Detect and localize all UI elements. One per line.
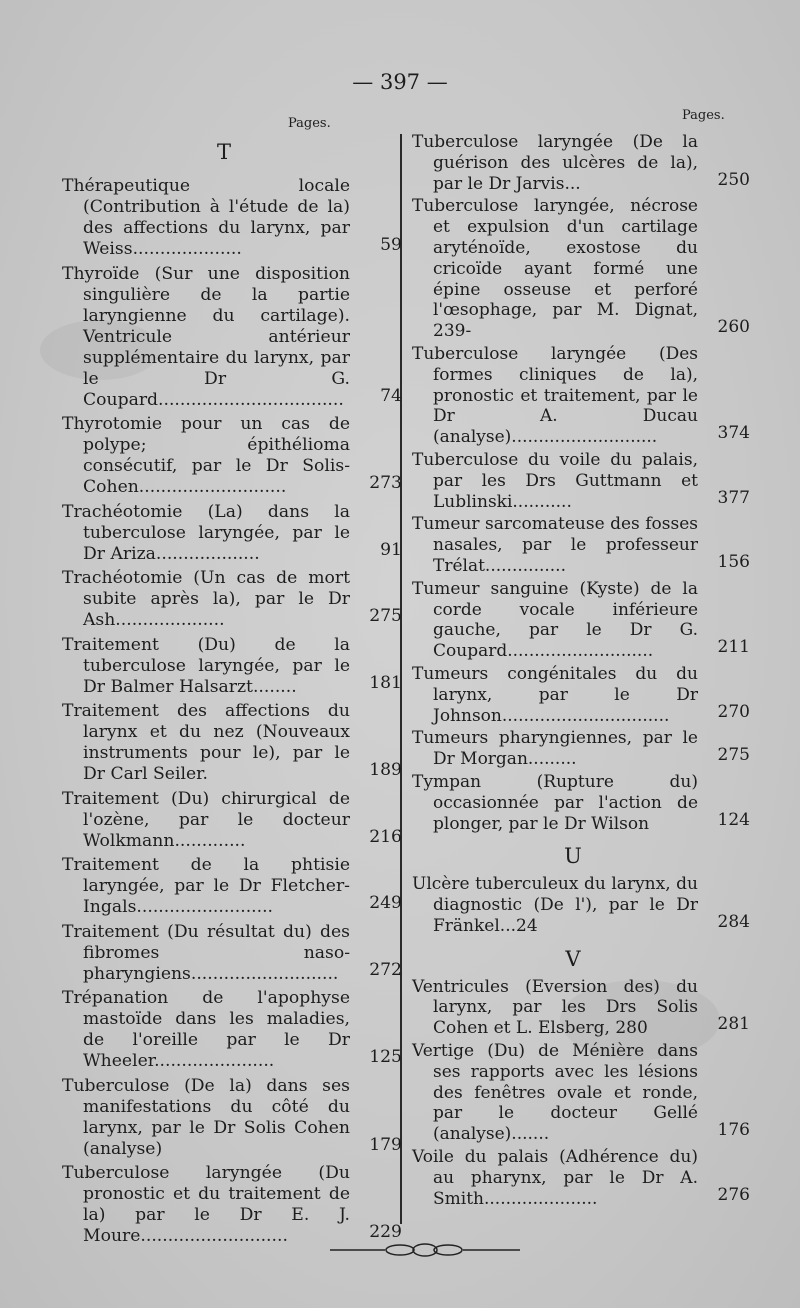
entry-page-number: 74 [380,385,402,406]
entry-page-number: 273 [369,473,402,493]
index-entry [412,450,750,512]
entry-page-number: 179 [369,1134,402,1155]
pages-label-left: Pages. [288,116,331,131]
entry-page-number: 377 [717,487,750,508]
entry-text: Ulcère tuberculeux du larynx, du diagnostic (De l'), par le Dr Fränkel...24 [412,874,698,936]
entry-page-number: 260 [717,317,750,338]
section-letter-v: V [565,946,581,971]
entry-text: Traitement (Du) de la tuberculose laryngée, par le Dr Balmer Halsarzt........ [62,634,350,697]
index-entry [62,855,402,918]
index-entry [62,789,402,852]
index-entry [62,988,402,1072]
ornament-divider [330,1240,520,1260]
index-entry [412,1147,750,1209]
index-entry [62,176,402,260]
entry-text: Thyrotomie pour un cas de polype; épithélioma consécutif, par le Dr Solis-Cohen........................... [62,414,350,497]
entry-page-number: 216 [369,826,402,847]
entry-text: Tuberculose laryngée (De la guérison des ulcères de la), par le Dr Jarvis... [412,132,698,194]
entry-text: Vertige (Du) de Ménière dans ses rapports avec les lésions des fenêtres ovale et ronde, par le docteur Gellé (analyse)....... [412,1041,698,1145]
right-entries-t [412,132,750,834]
index-entry [62,568,402,631]
entry-text: Traitement (Du résultat du) des fibromes naso-pharyngiens........................... [62,921,350,984]
entry-page-number: 181 [369,672,402,693]
section-letter-u: U [564,844,582,869]
entry-page-number: 124 [717,809,750,830]
index-entry [412,344,750,448]
entry-page-number: 211 [717,637,750,658]
entry-page-number: 272 [369,959,402,980]
entry-text: Trachéotomie (La) dans la tuberculose laryngée, par le Dr Ariza................... [62,501,350,564]
entry-page-number: 275 [369,606,402,626]
entry-page-number: 249 [369,893,402,913]
entry-text: Tuberculose laryngée (Des formes cliniques de la), pronostic et traitement, par le Dr A. Ducau (analyse)........................... [412,343,698,448]
page-number: — 397 — [352,70,448,94]
index-entry [62,1163,402,1247]
entry-text: Trachéotomie (Un cas de mort subite après la), par le Dr Ash.................... [62,568,350,630]
entry-text: Tumeurs pharyngiennes, par le Dr Morgan......... [412,728,698,770]
index-entry [62,414,402,498]
entry-page-number: 189 [369,760,402,780]
entry-text: Tuberculose du voile du palais, par les Drs Guttmann et Lublinski........... [412,449,698,512]
entry-text: Tumeurs congénitales du du larynx, par le Dr Johnson............................... [412,663,698,726]
entry-page-number: 276 [717,1184,750,1205]
entry-text: Trépanation de l'apophyse mastoïde dans les maladies, de l'oreille par le Dr Wheeler...................... [62,988,350,1071]
entry-text: Tumeur sanguine (Kyste) de la corde vocale inférieure gauche, par le Dr G. Coupard........................... [412,578,698,662]
section-letter-t: T [216,140,231,164]
index-entry [412,728,750,770]
entry-page-number: 281 [717,1014,750,1035]
entry-text: Traitement de la phtisie laryngée, par le Dr Fletcher-Ingals......................... [62,855,350,917]
entry-page-number: 229 [369,1222,402,1242]
left-entries [62,176,402,1247]
index-entry [412,196,750,342]
index-entry [62,264,402,411]
index-entry [62,701,402,785]
index-entry [62,922,402,985]
index-entry [412,772,750,834]
right-column [412,132,750,1211]
index-entry [62,1076,402,1160]
entry-text: Voile du palais (Adhérence du) au pharynx, par le Dr A. Smith..................... [412,1147,698,1209]
index-entry [412,514,750,576]
entry-text: Thyroïde (Sur une disposition singulière de la partie laryngienne du cartilage). Ventricule antérieur supplémentaire du larynx, par le Dr G. Coupard.................................. [62,263,350,410]
index-entry [412,1041,750,1145]
entry-text: Tuberculose laryngée, nécrose et expulsion d'un cartilage aryténoïde, exostose du cricoïde ayant formé une épine osseuse et perforé l'œsophage, par M. Dignat, 239- [412,196,698,342]
entry-page-number: 284 [717,911,750,932]
entry-page-number: 176 [717,1120,750,1141]
entry-page-number: 91 [380,539,402,560]
entry-text: Tuberculose (De la) dans ses manifestations du côté du larynx, par le Dr Solis Cohen (analyse) [62,1075,350,1159]
entry-page-number: 270 [717,701,750,722]
entry-text: Tympan (Rupture du) occasionnée par l'action de plonger, par le Dr Wilson [412,771,698,834]
index-entry [412,579,750,662]
index-entry [412,874,750,936]
entry-page-number: 59 [380,235,402,255]
index-entry [412,664,750,726]
entry-text: Thérapeutique locale (Contribution à l'étude de la) des affections du larynx, par Weiss.................... [62,176,350,259]
entry-text: Traitement (Du) chirurgical de l'ozène, par le docteur Wolkmann............. [62,788,350,851]
entry-page-number: 374 [717,423,750,444]
right-entries-v [412,977,750,1210]
entry-text: Tumeur sarcomateuse des fosses nasales, par le professeur Trélat............... [412,514,698,576]
index-entry [412,977,750,1039]
index-entry [412,132,750,194]
entry-page-number: 125 [369,1047,402,1067]
left-column [62,132,402,1251]
entry-page-number: 156 [717,551,750,572]
index-entry [62,635,402,698]
entry-page-number: 250 [717,169,750,190]
entry-text: Ventricules (Eversion des) du larynx, par les Drs Solis Cohen et L. Elsberg, 280 [412,976,698,1039]
entry-text: Traitement des affections du larynx et du nez (Nouveaux instruments pour le), par le Dr Carl Seiler. [62,701,350,784]
entry-page-number: 275 [717,745,750,766]
entry-text: Tuberculose laryngée (Du pronostic et du traitement de la) par le Dr E. J. Moure........................... [62,1163,350,1246]
index-entry [62,502,402,565]
right-entries-u [412,874,750,936]
pages-label-right: Pages. [682,108,725,123]
